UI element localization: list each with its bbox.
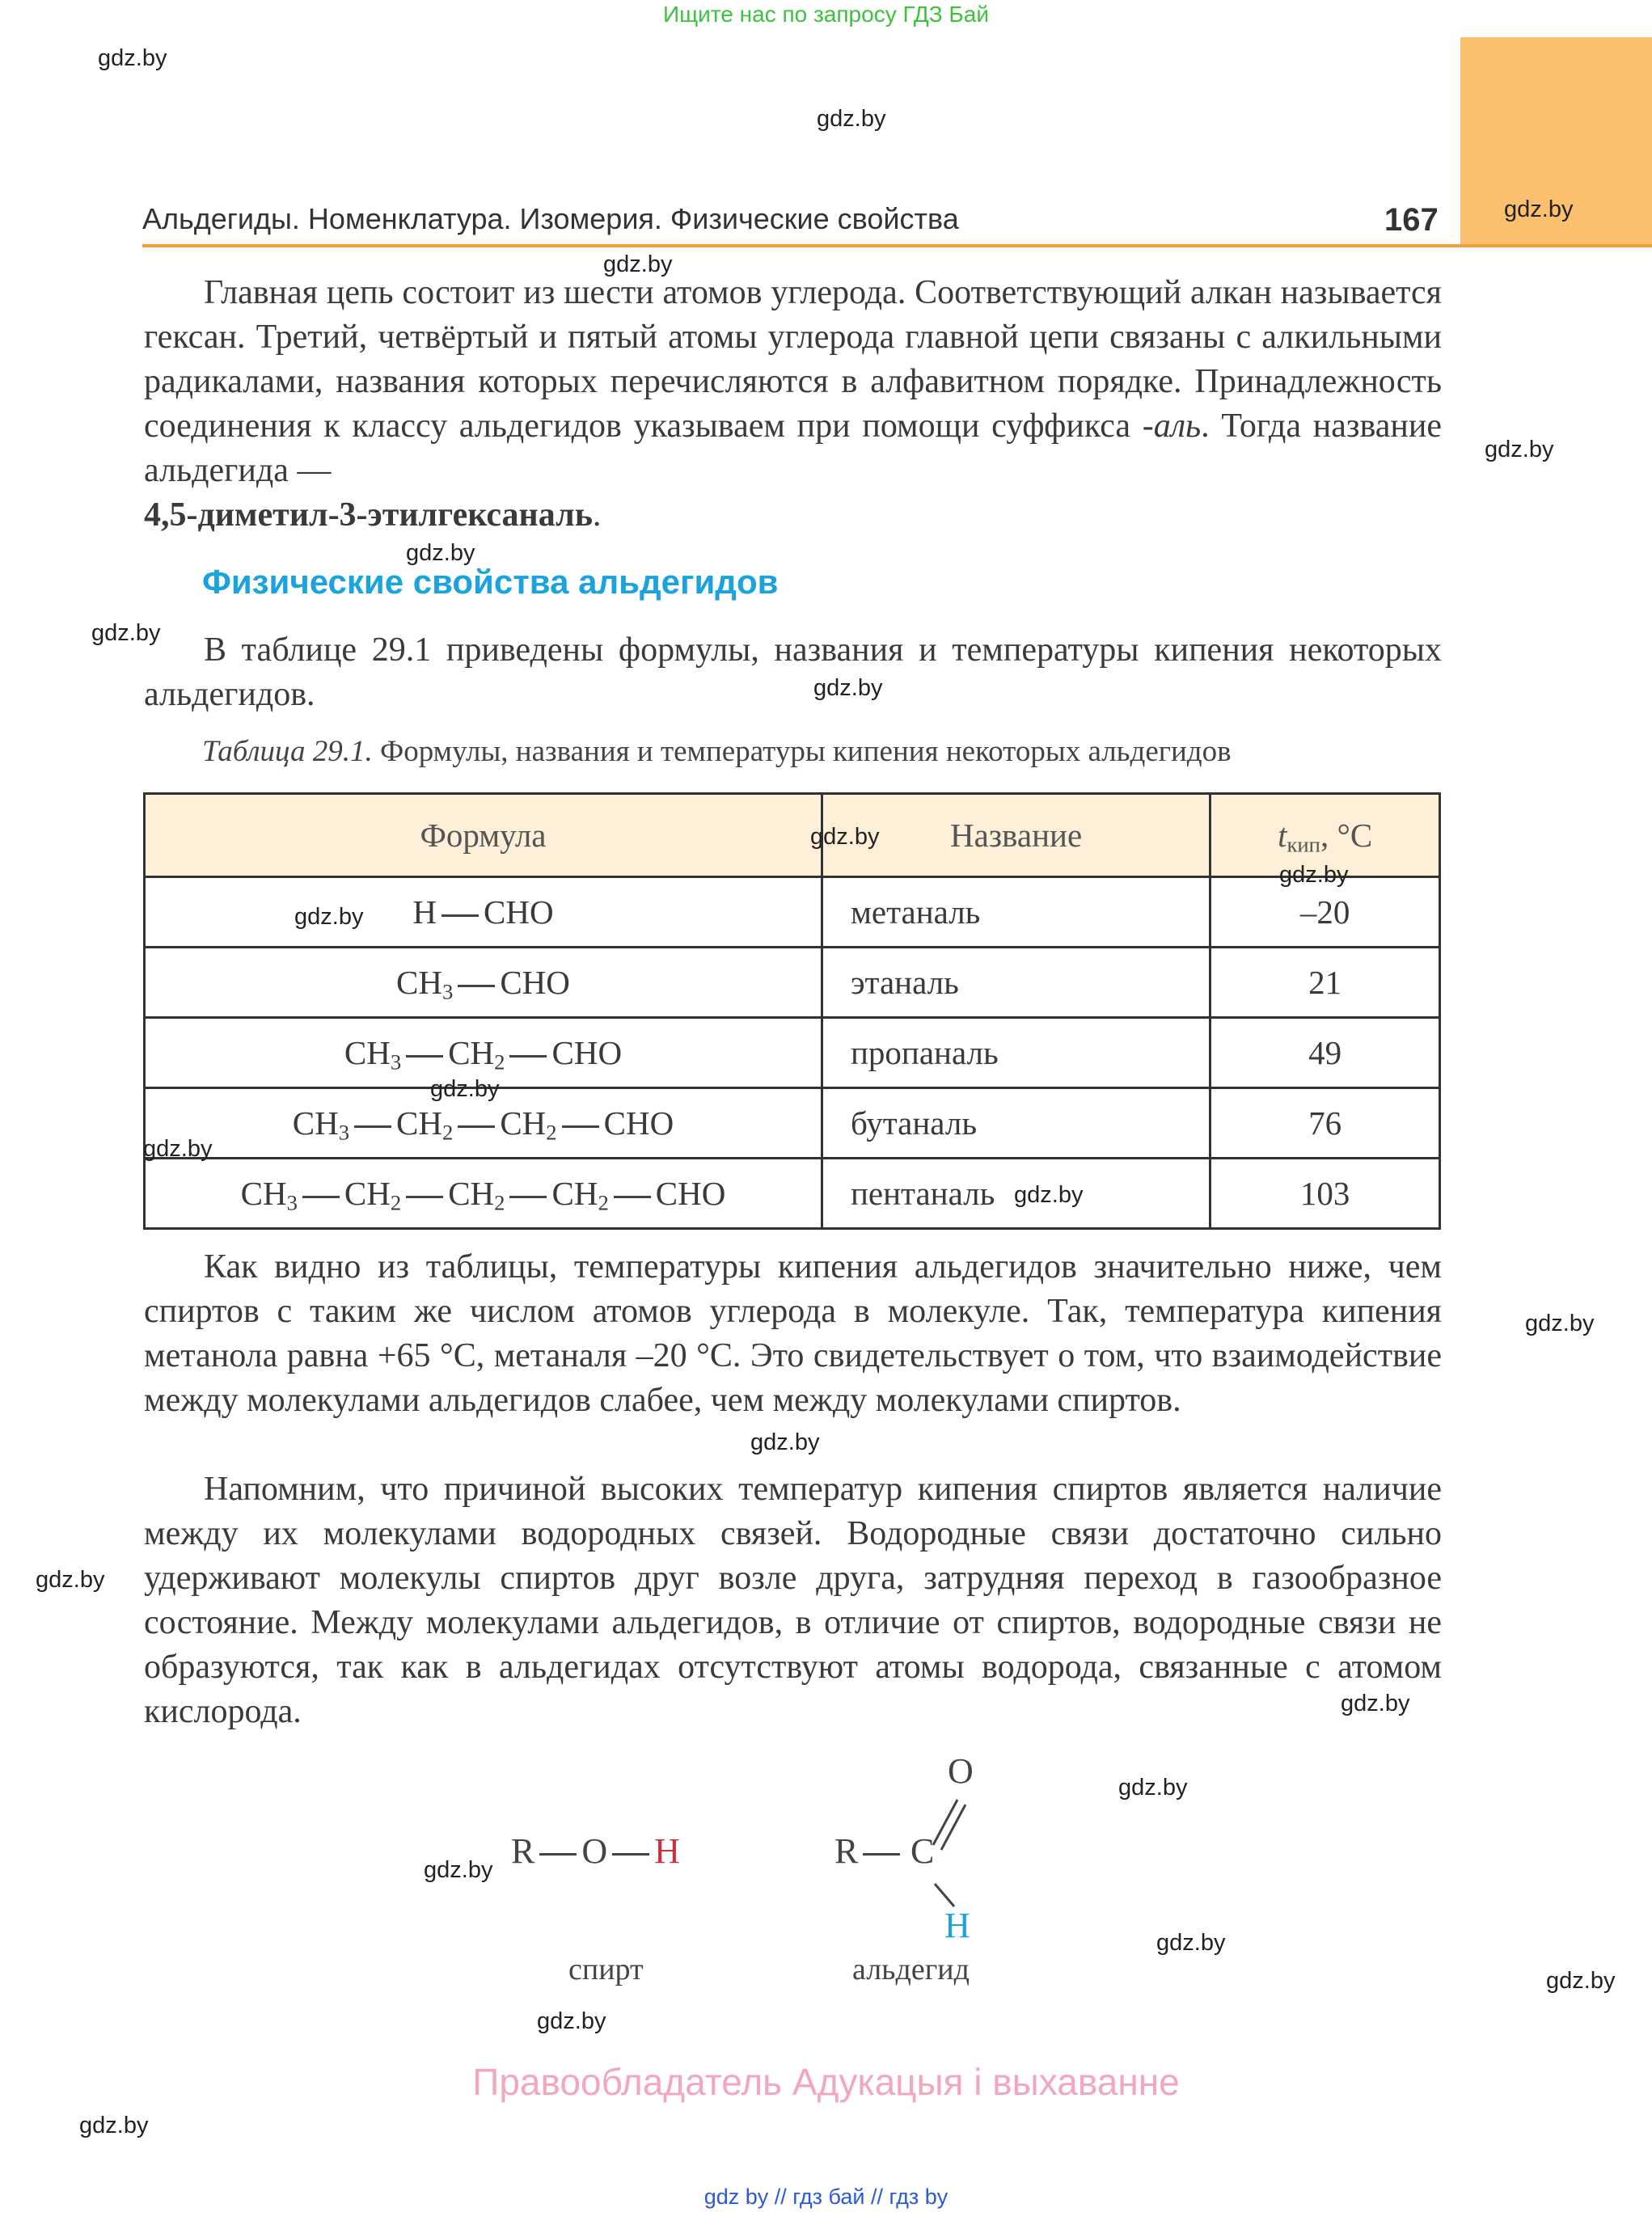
alcohol-hydrogen: H bbox=[654, 1831, 680, 1871]
name-cell: этаналь bbox=[822, 948, 1210, 1018]
aldehyde-label: альдегид bbox=[852, 1953, 970, 1986]
table-header-row bbox=[145, 794, 1440, 877]
table-caption: Таблица 29.1. Формулы, названия и температуры кипения некоторых альдегидов bbox=[202, 735, 1232, 768]
watermark: gdz.by bbox=[537, 2008, 606, 2034]
header-name: Название bbox=[822, 794, 1210, 877]
watermark: gdz.by bbox=[813, 675, 883, 701]
temperature-cell: 49 bbox=[1210, 1018, 1440, 1088]
formula-cell: $CH_3$ $CH_2$ $CH_2$ $CH_2$ CHO bbox=[145, 1159, 822, 1229]
header-rule bbox=[142, 244, 1652, 247]
aldehyde-bonds bbox=[922, 1779, 978, 1916]
watermark: gdz.by bbox=[1485, 437, 1554, 462]
temperature-cell: 103 bbox=[1210, 1159, 1440, 1229]
section-heading: Физические свойства альдегидов bbox=[202, 563, 779, 601]
compound-name: 4,5-диметил-3-этилгексаналь bbox=[144, 496, 593, 534]
watermark: gdz.by bbox=[79, 2113, 149, 2138]
formula-cell: $CH_3$ $CH_2$ $CH_2$ CHO bbox=[145, 1088, 822, 1159]
watermark: gdz.by bbox=[1341, 1691, 1410, 1716]
table-row bbox=[145, 1088, 1440, 1159]
alcohol-structure: R O H bbox=[511, 1831, 680, 1871]
temperature-cell: 76 bbox=[1210, 1088, 1440, 1159]
name-cell: бутаналь bbox=[822, 1088, 1210, 1159]
watermark: gdz.by bbox=[1156, 1930, 1226, 1956]
paragraph-hydrogen-bonds: Напомним, что причиной высоких температур кипения спиртов является наличие между их молекулами водородных связей. Водородные связи достаточно сильно удерживают молекулы спиртов друг возле друга, затрудняя переход в газообразное состояние. Между молекулами альдегидов, в отличие от спиртов, водородные связи не образуются, так как в альдегидах отсутствуют атомы водорода, связанные с атомом кислорода. bbox=[144, 1471, 1442, 1730]
watermark: gdz.by bbox=[91, 620, 161, 646]
table-row bbox=[145, 1018, 1440, 1088]
paragraph-boiling-points: Как видно из таблицы, температуры кипения альдегидов значительно ниже, чем спиртов с таким же числом атомов углерода в молекуле. Так, температура кипения метанола равна +65 °C, метаналя –20 °C. Это свидетельствует о том, что взаимодействие между молекулами альдегидов слабее, чем между молекулами спиртов. bbox=[144, 1248, 1442, 1419]
formula-cell: $CH_3$ CHO bbox=[145, 948, 822, 1018]
name-cell: пропаналь bbox=[822, 1018, 1210, 1088]
formula-cell: $CH_3$ $CH_2$ CHO bbox=[145, 1018, 822, 1088]
watermark: gdz.by bbox=[603, 251, 673, 277]
watermark: gdz.by bbox=[817, 106, 886, 132]
watermark: gdz.by bbox=[810, 824, 880, 850]
formula-cell: H CHO bbox=[145, 877, 822, 948]
intro-paragraph: Главная цепь состоит из шести атомов углерода. Соответствующий алкан называется гексан. Третий, четвёртый и пятый атомы углерода главной цепи связаны с алкильными радикалами, названия которых перечисляются в алфавитном порядке. Принадлежность соединения к классу альдегидов указываем при помощи суффикса -аль. Тогда название альдегида — 4,5-диметил-3-этилгексаналь. bbox=[144, 271, 1442, 538]
suffix-text: -аль bbox=[1142, 407, 1202, 445]
watermark: gdz.by bbox=[98, 45, 167, 71]
temperature-cell: 21 bbox=[1210, 948, 1440, 1018]
copyright-notice: Правообладатель Адукацыя і выхаванне bbox=[472, 2061, 1180, 2103]
bottom-links[interactable]: gdz by // гдз бай // гдз by bbox=[703, 2185, 949, 2209]
watermark: gdz.by bbox=[143, 1136, 213, 1162]
watermark: gdz.by bbox=[750, 1429, 820, 1455]
aldehyde-hydrogen: H bbox=[944, 1906, 970, 1945]
header-formula: Формула bbox=[145, 794, 822, 877]
table-row bbox=[145, 1159, 1440, 1229]
section-intro: В таблице 29.1 приведены формулы, названия и температуры кипения некоторых альдегидов. bbox=[144, 631, 1442, 713]
header-temperature: $t_{кип}$, °C bbox=[1210, 794, 1440, 877]
temperature-cell: –20 bbox=[1210, 877, 1440, 948]
running-title: Альдегиды. Номенклатура. Изомерия. Физические свойства bbox=[142, 202, 959, 235]
top-banner[interactable]: Ищите нас по запросу ГДЗ Бай bbox=[662, 2, 990, 27]
watermark: gdz.by bbox=[1014, 1182, 1084, 1208]
watermark: gdz.by bbox=[406, 540, 475, 566]
watermark: gdz.by bbox=[1118, 1775, 1188, 1801]
watermark: gdz.by bbox=[1546, 1968, 1616, 1994]
watermark: gdz.by bbox=[36, 1567, 105, 1593]
alcohol-label: спирт bbox=[568, 1953, 644, 1986]
watermark: gdz.by bbox=[1279, 862, 1349, 888]
table-row bbox=[145, 948, 1440, 1018]
aldehyde-table bbox=[143, 792, 1441, 1230]
watermark: gdz.by bbox=[294, 904, 364, 930]
name-cell: метаналь bbox=[822, 877, 1210, 948]
watermark: gdz.by bbox=[424, 1857, 493, 1883]
watermark: gdz.by bbox=[1525, 1311, 1595, 1336]
page-number: 167 bbox=[1384, 202, 1439, 238]
watermark: gdz.by bbox=[1504, 196, 1574, 222]
watermark: gdz.by bbox=[430, 1076, 500, 1102]
name-cell: пентаналь bbox=[822, 1159, 1210, 1229]
